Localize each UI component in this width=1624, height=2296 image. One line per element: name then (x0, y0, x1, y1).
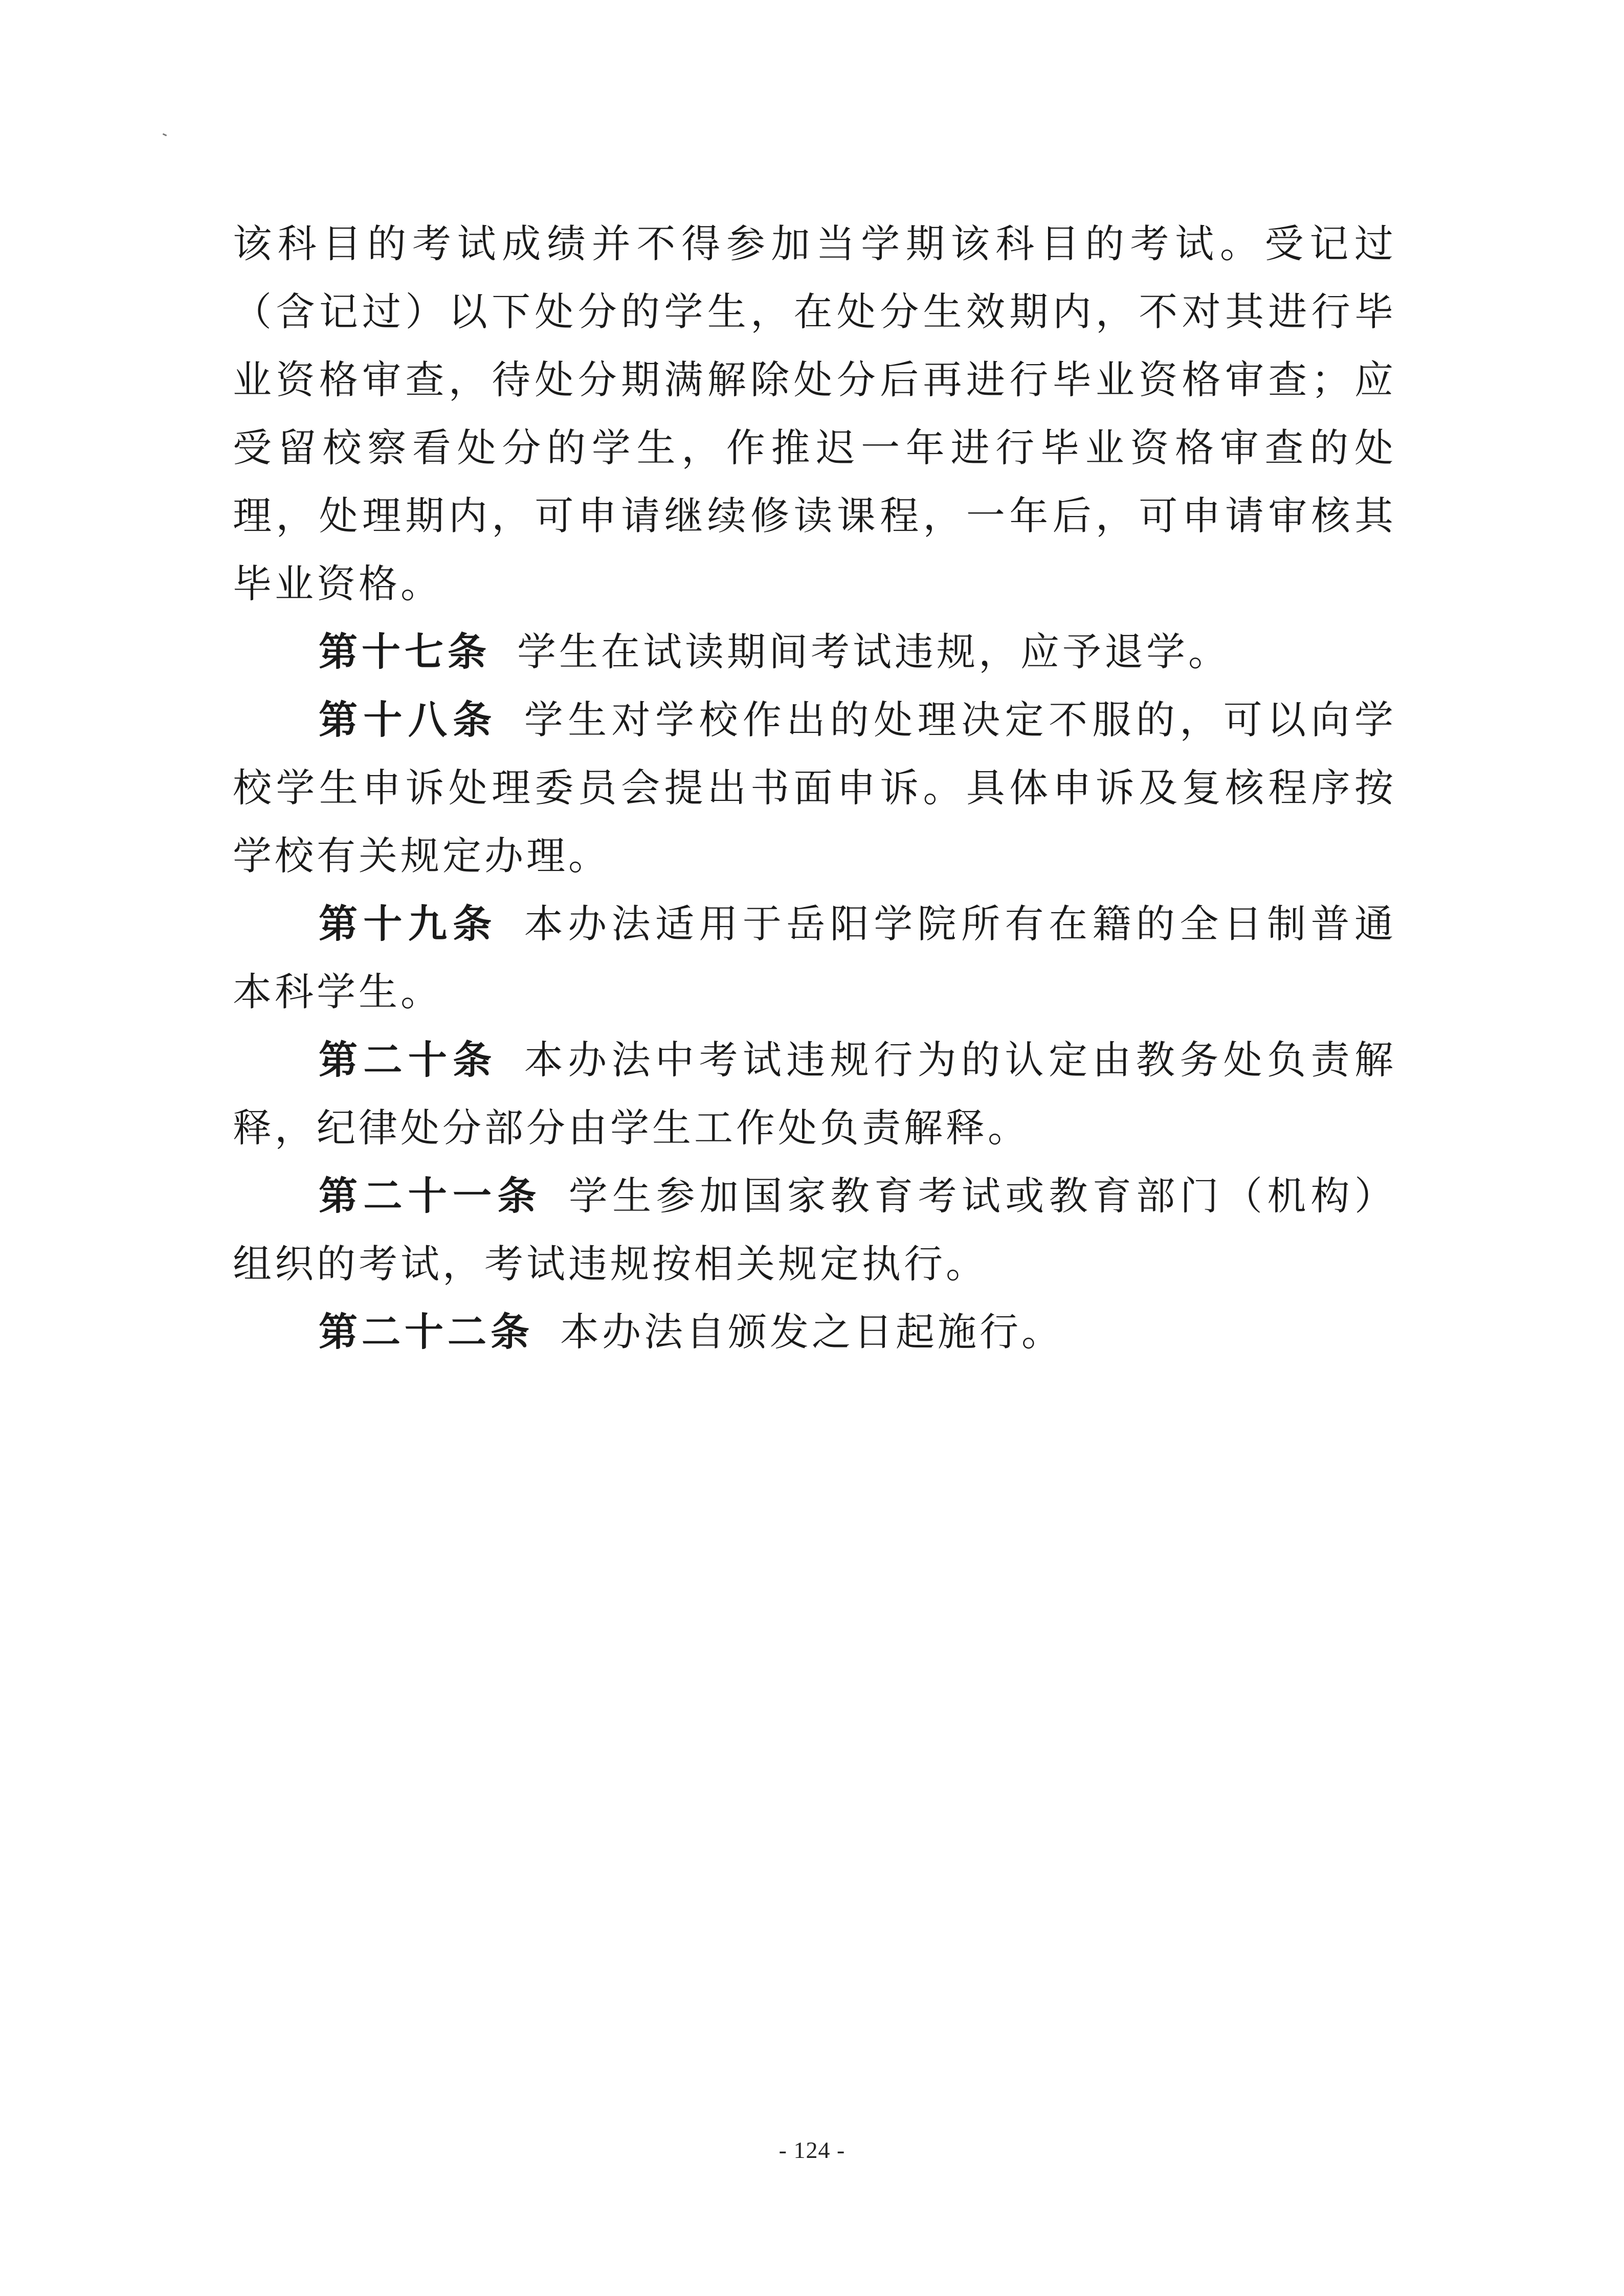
article-number: 第二十条 (319, 1037, 498, 1083)
article-number: 第十九条 (319, 901, 498, 947)
article-17 (233, 618, 1396, 686)
article-text: 本办法适用于岳阳学院所有在籍的全日制普通本科学生。 (233, 901, 1397, 1015)
article-18 (233, 686, 1396, 890)
document-body (233, 210, 1396, 1366)
page-number: - 124 - (778, 2137, 846, 2163)
article-22 (233, 1298, 1396, 1366)
scan-mark (163, 133, 167, 136)
article-number: 第十八条 (319, 697, 498, 742)
article-number: 第二十二条 (319, 1309, 533, 1355)
article-20 (233, 1026, 1396, 1162)
article-text: 本办法自颁发之日起施行。 (560, 1309, 1063, 1355)
article-number: 第二十一条 (319, 1173, 542, 1219)
continuation-paragraph: 该科目的考试成绩并不得参加当学期该科目的考试。受记过（含记过）以下处分的学生，在处分生效期内，不对其进行毕业资格审查，待处分期满解除处分后再进行毕业资格审查；应受留校察看处分的学生，作推迟一年进行毕业资格审查的处理，处理期内，可申请继续修读课程，一年后，可申请审核其毕业资格。 (233, 221, 1396, 606)
article-number: 第十七条 (319, 629, 491, 674)
article-19 (233, 890, 1396, 1026)
article-text: 学生在试读期间考试违规，应予退学。 (517, 629, 1230, 674)
article-text: 学生对学校作出的处理决定不服的，可以向学校学生申诉处理委员会提出书面申诉。具体申诉及复核程序按学校有关规定办理。 (233, 697, 1397, 879)
article-text: 学生参加国家教育考试或教育部门（机构）组织的考试，考试违规按相关规定执行。 (233, 1173, 1397, 1287)
article-21 (233, 1162, 1396, 1298)
article-text: 本办法中考试违规行为的认定由教务处负责解释，纪律处分部分由学生工作处负责解释。 (233, 1037, 1397, 1151)
